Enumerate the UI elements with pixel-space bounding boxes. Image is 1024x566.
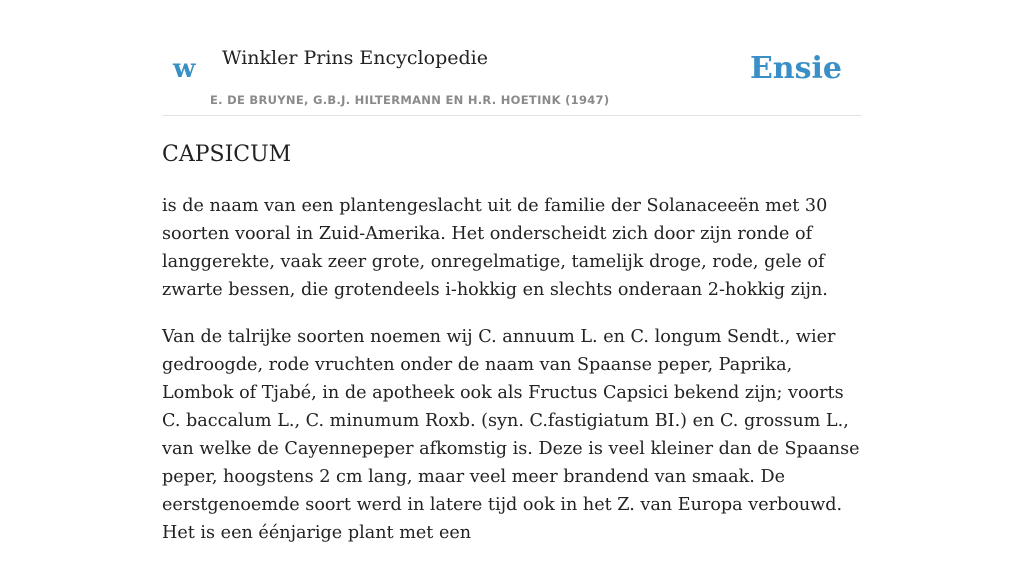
publication-header [162,36,862,116]
entry-title: CAPSICUM [162,142,292,167]
entry-paragraph: Van de talrijke soorten noemen wij C. annuum L. en C. longum Sendt., wier gedroogde, rode vruchten onder de naam van Spaanse peper, Paprika, Lombok of Tjabé, in de apotheek ook als Fructus Capsici bekend zijn; voorts C. baccalum L., C. minumum Roxb. (syn. C.fastigiatum BI.) en C. grossum L., van welke de Cayennepeper afkomstig is. Deze is veel kleiner dan de Spaanse peper, hoogstens 2 cm lang, maar veel meer brandend van smaak. De eerstgenoemde soort werd in latere tijd ook in het Z. van Europa verbouwd. Het is een éénjarige plant met een [162,327,860,543]
publication-logo-icon[interactable]: w [173,54,196,84]
publication-title[interactable]: Winkler Prins Encyclopedie [222,47,488,69]
ensie-logo[interactable]: Ensie [749,51,842,86]
publication-authors: E. DE BRUYNE, G.B.J. HILTERMANN EN H.R. HOETINK (1947) [210,93,610,107]
entry-paragraph: is de naam van een plantengeslacht uit de familie der Solanaceeën met 30 soorten vooral in Zuid-Amerika. Het onderscheidt zich door zijn ronde of langgerekte, vaak zeer grote, onregelmatige, tamelijk droge, rode, gele of zwarte bessen, die grotendeels i-hokkig en slechts onderaan 2-hokkig zijn. [162,196,828,300]
entry-content [162,192,867,566]
